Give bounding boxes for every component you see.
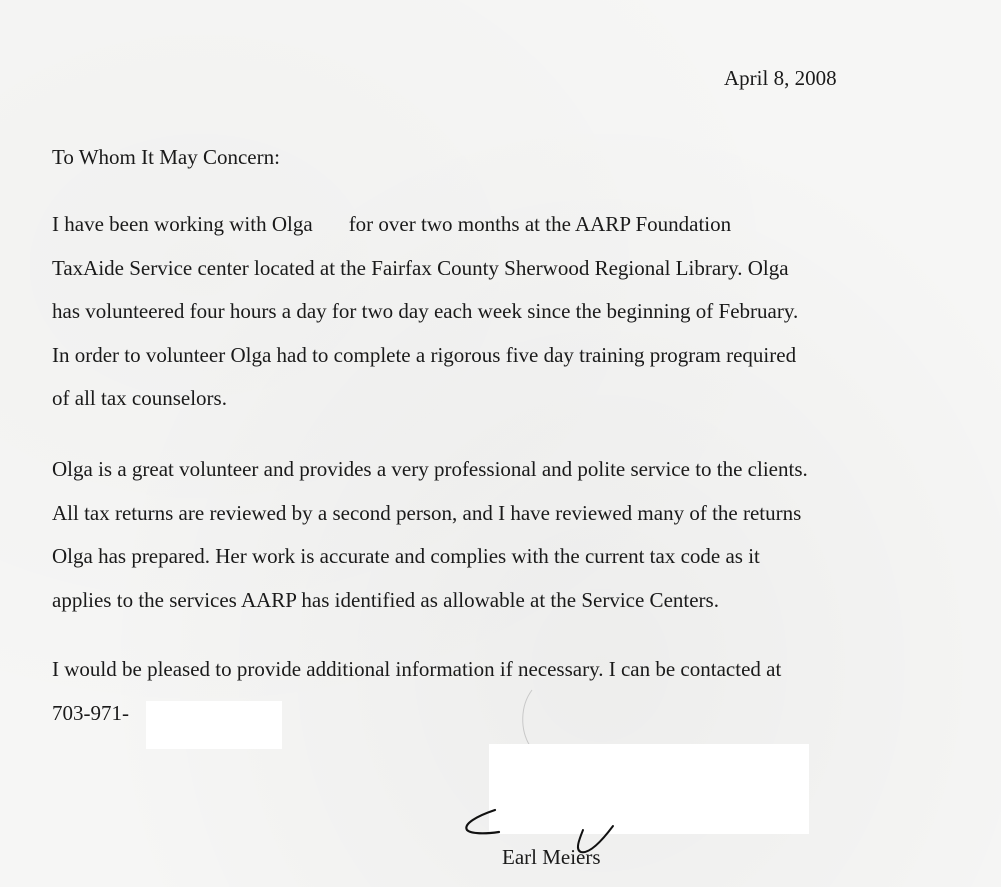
paragraph-line: has volunteered four hours a day for two day each week since the beginning of February. <box>52 299 799 323</box>
paragraph-line: In order to volunteer Olga had to complete a rigorous five day training program required <box>52 342 797 367</box>
phone-number-partial: 703-971- <box>52 700 129 725</box>
paragraph-line: TaxAide Service center located at the Fairfax County Sherwood Regional Library. Olga <box>52 255 789 280</box>
faint-pen-mark <box>516 688 536 748</box>
paragraph-1 <box>52 203 798 421</box>
paragraph-line: All tax returns are reviewed by a second person, and I have reviewed many of the returns <box>52 500 802 525</box>
redacted-phone-block <box>146 701 282 749</box>
paragraph-line: applies to the services AARP has identified as allowable at the Service Centers. <box>52 587 719 612</box>
paragraph-line: of all tax counselors. <box>52 386 227 410</box>
letter-date: April 8, 2008 <box>724 66 837 90</box>
paragraph-line: Olga has prepared. Her work is accurate and complies with the current tax code as it <box>52 544 760 568</box>
salutation: To Whom It May Concern: <box>52 145 280 169</box>
line-text-before-name-gap: I have been working with Olga <box>52 212 313 236</box>
paragraph-line: Olga is a great volunteer and provides a very professional and polite service to the clients. <box>52 457 808 481</box>
paragraph-2 <box>52 448 808 622</box>
paragraph-line: I would be pleased to provide additional information if necessary. I can be contacted at <box>52 657 782 681</box>
paragraph-line <box>52 203 798 247</box>
signer-name: Earl Meiers <box>502 845 601 869</box>
line-text-after-name-gap: for over two months at the AARP Foundation <box>348 212 732 236</box>
